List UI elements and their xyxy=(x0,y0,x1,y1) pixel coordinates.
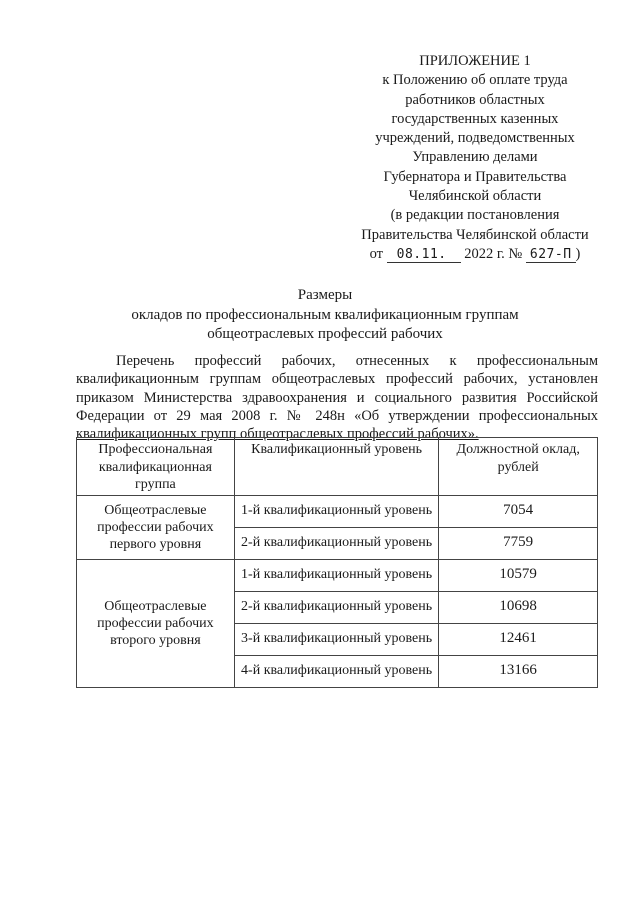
header-level: Квалификационный уровень xyxy=(234,438,439,496)
document-heading xyxy=(60,286,590,345)
salary-cell: 10698 xyxy=(439,591,598,623)
resolution-number: 627-П xyxy=(526,247,576,263)
heading-title: Размеры xyxy=(297,287,353,303)
appendix-line: Губернатора и Правительства xyxy=(383,168,567,185)
intro-paragraph xyxy=(76,352,598,443)
date-prefix: от xyxy=(369,245,384,262)
appendix-line: Управлению делами xyxy=(412,149,538,166)
level-cell: 3-й квалификационный уровень xyxy=(234,623,439,655)
salary-cell: 13166 xyxy=(439,655,598,687)
appendix-line: государственных казенных xyxy=(391,110,559,127)
appendix-line: Правительства Челябинской области xyxy=(361,226,589,243)
closing-paren: ) xyxy=(575,245,581,262)
paragraph-underlined-text: квалификационных групп общеотраслевых профессий рабочих». xyxy=(76,426,479,443)
appendix-block xyxy=(340,52,610,264)
resolution-year: 2022 г. № xyxy=(464,245,523,262)
group-name-cell: Общеотраслевые профессии рабочих второго уровня xyxy=(77,559,235,687)
table-row xyxy=(77,559,598,591)
header-salary: Должностной оклад, рублей xyxy=(439,438,598,496)
salary-cell: 7054 xyxy=(439,495,598,527)
appendix-line: (в редакции постановления xyxy=(390,207,560,224)
salary-table xyxy=(76,437,598,688)
appendix-line: Челябинской области xyxy=(408,188,542,205)
paragraph-text: Перечень профессий рабочих, отнесенных к профессиональным квалификационным группам общеотраслевых профессий рабочих, установлен приказом Министерства здравоохранения и социального развития Российской Федерации от 29 мая 2008 г. № 248н «Об утверждении профессиональных xyxy=(76,353,598,424)
appendix-line: работников областных xyxy=(405,91,545,108)
group-name-cell: Общеотраслевые профессии рабочих первого уровня xyxy=(77,495,235,559)
level-cell: 1-й квалификационный уровень xyxy=(234,495,439,527)
heading-subtitle-1: окладов по профессиональным квалификационным группам xyxy=(131,306,519,323)
salary-cell: 7759 xyxy=(439,527,598,559)
table-header-row xyxy=(77,438,598,496)
salary-cell: 12461 xyxy=(439,623,598,655)
salary-cell: 10579 xyxy=(439,559,598,591)
resolution-date: 08.11. xyxy=(387,247,461,263)
appendix-line: учреждений, подведомственных xyxy=(375,130,575,147)
level-cell: 1-й квалификационный уровень xyxy=(234,559,439,591)
appendix-title: ПРИЛОЖЕНИЕ 1 xyxy=(419,53,531,69)
heading-subtitle-2: общеотраслевых профессий рабочих xyxy=(207,326,443,342)
level-cell: 4-й квалификационный уровень xyxy=(234,655,439,687)
level-cell: 2-й квалификационный уровень xyxy=(234,527,439,559)
table-row xyxy=(77,495,598,527)
appendix-line: к Положению об оплате труда xyxy=(382,72,568,89)
header-group: Профессиональная квалификационная группа xyxy=(77,438,235,496)
resolution-date-line xyxy=(340,245,610,264)
level-cell: 2-й квалификационный уровень xyxy=(234,591,439,623)
